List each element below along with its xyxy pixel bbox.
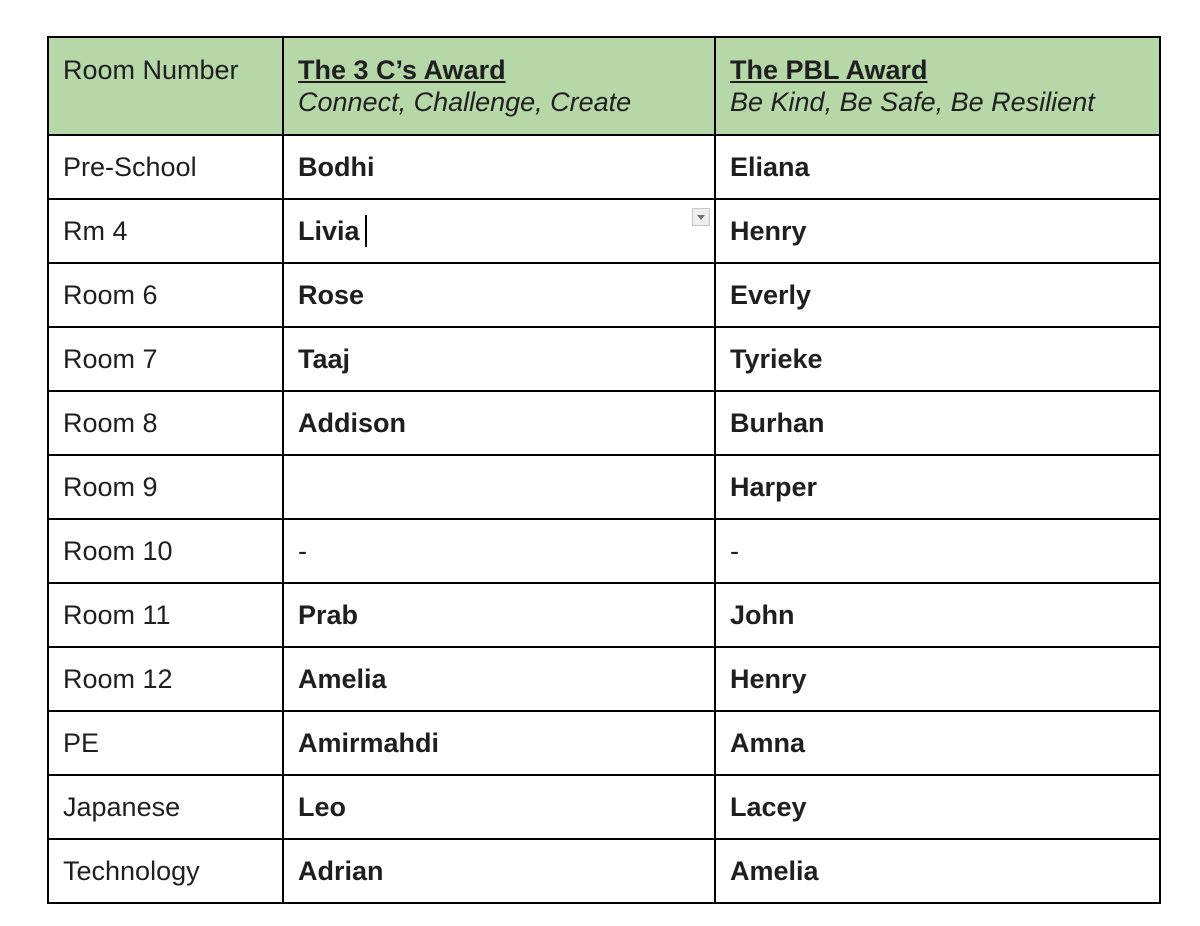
table-row [48, 583, 1160, 647]
3cs-award-cell[interactable]: Adrian [283, 839, 715, 903]
room-cell[interactable]: Japanese [48, 775, 283, 839]
pbl-award-cell[interactable]: Burhan [715, 391, 1160, 455]
3cs-award-cell[interactable]: Bodhi [283, 135, 715, 199]
award-subtitle-pbl: Be Kind, Be Safe, Be Resilient [730, 87, 1095, 117]
table-row [48, 263, 1160, 327]
award-subtitle-3cs: Connect, Challenge, Create [298, 87, 632, 117]
table-row [48, 327, 1160, 391]
room-cell[interactable]: PE [48, 711, 283, 775]
room-cell[interactable]: Room 8 [48, 391, 283, 455]
table-row [48, 199, 1160, 263]
table-row [48, 711, 1160, 775]
room-cell[interactable]: Rm 4 [48, 199, 283, 263]
header-room-number[interactable] [48, 37, 283, 135]
header-row [48, 37, 1160, 135]
pbl-award-cell[interactable]: Harper [715, 455, 1160, 519]
room-cell[interactable]: Room 11 [48, 583, 283, 647]
3cs-award-cell[interactable]: Amirmahdi [283, 711, 715, 775]
room-cell[interactable]: Technology [48, 839, 283, 903]
3cs-award-cell[interactable]: Amelia [283, 647, 715, 711]
pbl-award-cell[interactable]: Eliana [715, 135, 1160, 199]
room-cell[interactable]: Pre-School [48, 135, 283, 199]
3cs-award-cell[interactable]: Addison [283, 391, 715, 455]
3cs-award-cell[interactable]: Rose [283, 263, 715, 327]
room-cell[interactable]: Room 6 [48, 263, 283, 327]
3cs-award-cell[interactable]: Leo [283, 775, 715, 839]
pbl-award-cell[interactable]: John [715, 583, 1160, 647]
header-3cs-award[interactable] [283, 37, 715, 135]
pbl-award-cell[interactable]: Amna [715, 711, 1160, 775]
table-row [48, 519, 1160, 583]
3cs-award-cell[interactable]: Taaj [283, 327, 715, 391]
3cs-award-cell[interactable]: - [283, 519, 715, 583]
chevron-down-icon [697, 215, 705, 220]
room-cell[interactable]: Room 12 [48, 647, 283, 711]
pbl-award-cell[interactable]: Henry [715, 647, 1160, 711]
3cs-award-cell[interactable]: Prab [283, 583, 715, 647]
room-cell[interactable]: Room 9 [48, 455, 283, 519]
table-row [48, 647, 1160, 711]
awards-table [47, 36, 1161, 904]
pbl-award-cell[interactable]: Henry [715, 199, 1160, 263]
cell-dropdown-button[interactable] [692, 208, 710, 226]
pbl-award-cell[interactable]: Amelia [715, 839, 1160, 903]
header-room-number-label: Room Number [63, 55, 239, 85]
award-title-pbl: The PBL Award [730, 55, 928, 85]
table-row [48, 455, 1160, 519]
pbl-award-cell[interactable]: - [715, 519, 1160, 583]
room-cell[interactable]: Room 10 [48, 519, 283, 583]
table-row [48, 391, 1160, 455]
award-title-3cs: The 3 C’s Award [298, 55, 506, 85]
3cs-award-cell-active[interactable] [283, 199, 715, 263]
table-row [48, 839, 1160, 903]
3cs-award-cell-empty[interactable] [283, 455, 715, 519]
pbl-award-cell[interactable]: Tyrieke [715, 327, 1160, 391]
pbl-award-cell[interactable]: Everly [715, 263, 1160, 327]
pbl-award-cell[interactable]: Lacey [715, 775, 1160, 839]
header-pbl-award[interactable] [715, 37, 1160, 135]
3cs-award-cell-text: Livia [298, 216, 360, 246]
text-cursor [365, 215, 367, 247]
room-cell[interactable]: Room 7 [48, 327, 283, 391]
table-row [48, 135, 1160, 199]
table-row [48, 775, 1160, 839]
